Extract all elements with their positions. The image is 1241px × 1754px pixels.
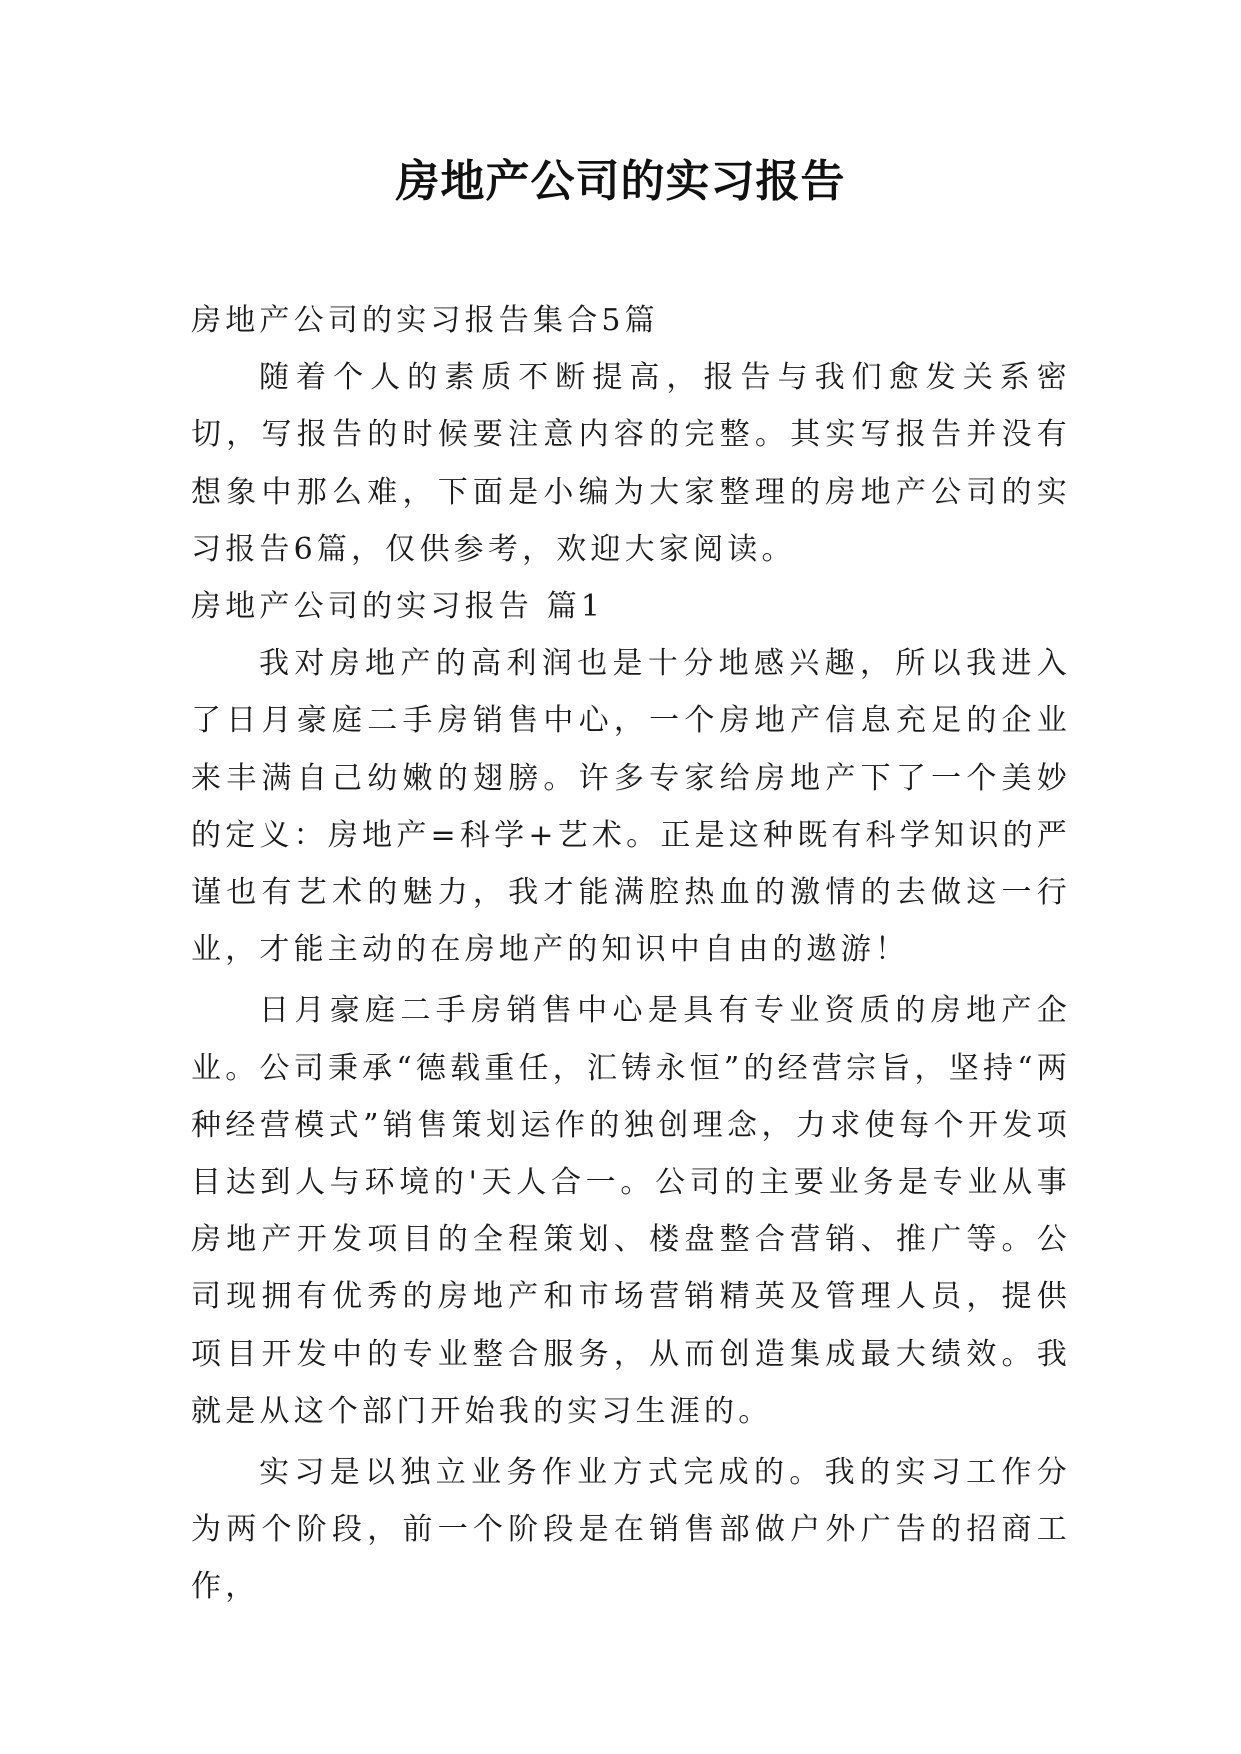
body-paragraph: 实习是以独立业务作业方式完成的。我的实习工作分为两个阶段，前一个阶段是在销售部做户外广告的招商工作，	[191, 1455, 1071, 1605]
document-title: 房地产公司的实习报告	[395, 156, 846, 207]
body-paragraph: 我对房地产的高利润也是十分地感兴趣，所以我进入了日月豪庭二手房销售中心，一个房地产信息充足的企业来丰满自己幼嫩的翅膀。许多专家给房地产下了一个美妙的定义：房地产=科学+艺术。正是这种既有科学知识的严谨也有艺术的魅力，我才能满腔热血的激情的去做这一行业，才能主动的在房地产的知识中自由的遨游！	[191, 646, 1071, 968]
section-heading-1: 房地产公司的实习报告 篇1	[191, 589, 605, 625]
subtitle-line: 房地产公司的实习报告集合5篇	[191, 303, 659, 338]
body-paragraph: 日月豪庭二手房销售中心是具有专业资质的房地产企业。公司秉承“德载重任，汇铸永恒”的经营宗旨，坚持“两种经营模式”销售策划运作的独创理念，力求使每个开发项目达到人与环境的'天人合一。公司的主要业务是专业从事房地产开发项目的全程策划、楼盘整合营销、推广等。公司现拥有优秀的房地产和市场营销精英及管理人员，提供项目开发中的专业整合服务，从而创造集成最大绩效。我就是从这个部门开始我的实习生涯的。	[191, 993, 1071, 1429]
document-body	[191, 292, 1071, 1616]
intro-paragraph: 随着个人的素质不断提高，报告与我们愈发关系密切，写报告的时候要注意内容的完整。其实写报告并没有想象中那么难，下面是小编为大家整理的房地产公司的实习报告6篇，仅供参考，欢迎大家阅读。	[191, 360, 1071, 567]
